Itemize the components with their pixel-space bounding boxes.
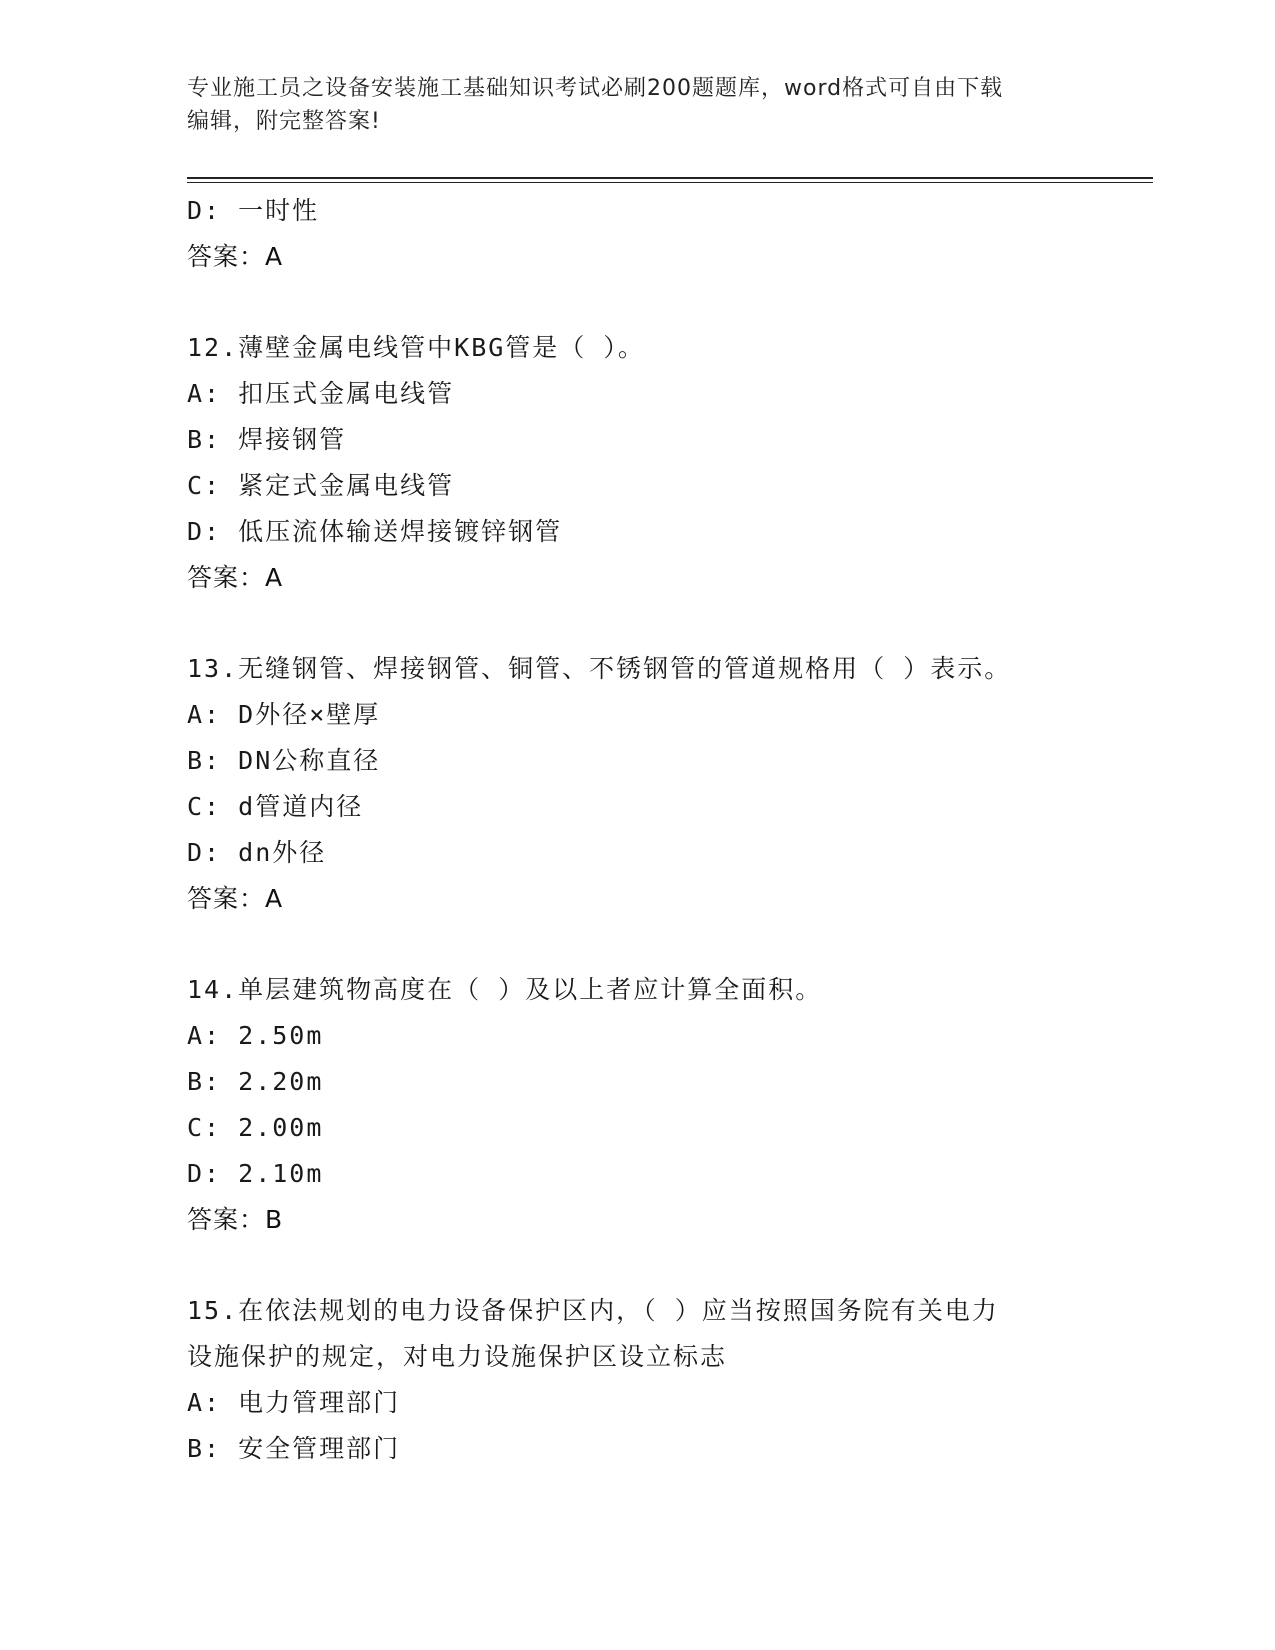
option-c: C: d管道内径 — [187, 792, 364, 821]
question-13 — [187, 646, 1153, 922]
question-list — [187, 188, 1153, 1472]
header-title-line-1: 专业施工员之设备安装施工基础知识考试必刷200题题库，word格式可自由下载 — [187, 76, 1004, 101]
question-14 — [187, 967, 1153, 1243]
header-divider-thick — [187, 177, 1153, 179]
question-12 — [187, 325, 1153, 601]
option-d: D: dn外径 — [187, 838, 327, 867]
option-a: A: 2.50m — [187, 1021, 324, 1050]
question-stem-line-1: 15.在依法规划的电力设备保护区内，（ ）应当按照国务院有关电力 — [187, 1296, 999, 1325]
header-title-line-2: 编辑，附完整答案! — [187, 109, 381, 134]
option-c: C: 紧定式金属电线管 — [187, 471, 455, 500]
option-d: D: 一时性 — [187, 196, 320, 225]
answer-line: 答案：A — [187, 884, 284, 913]
answer-line: 答案：A — [187, 242, 284, 271]
option-a: A: D外径×壁厚 — [187, 700, 381, 729]
option-a: A: 扣压式金属电线管 — [187, 379, 455, 408]
answer-line: 答案：B — [187, 1205, 284, 1234]
question-stem: 13.无缝钢管、焊接钢管、铜管、不锈钢管的管道规格用（ ）表示。 — [187, 654, 1012, 683]
header-divider-thin — [187, 182, 1153, 183]
question-stem: 12.薄壁金属电线管中KBG管是（ ）。 — [187, 333, 645, 362]
option-a: A: 电力管理部门 — [187, 1388, 401, 1417]
option-b: B: 焊接钢管 — [187, 425, 347, 454]
option-d: D: 2.10m — [187, 1159, 324, 1188]
question-stem: 14.单层建筑物高度在（ ）及以上者应计算全面积。 — [187, 975, 823, 1004]
option-b: B: DN公称直径 — [187, 746, 381, 775]
option-b: B: 安全管理部门 — [187, 1434, 401, 1463]
previous-question-tail — [187, 188, 1153, 280]
page-header — [187, 72, 1087, 138]
option-b: B: 2.20m — [187, 1067, 324, 1096]
question-15 — [187, 1288, 1153, 1472]
answer-line: 答案：A — [187, 563, 284, 592]
option-d: D: 低压流体输送焊接镀锌钢管 — [187, 517, 563, 546]
option-c: C: 2.00m — [187, 1113, 324, 1142]
question-stem-line-2: 设施保护的规定，对电力设施保护区设立标志 — [187, 1342, 728, 1371]
